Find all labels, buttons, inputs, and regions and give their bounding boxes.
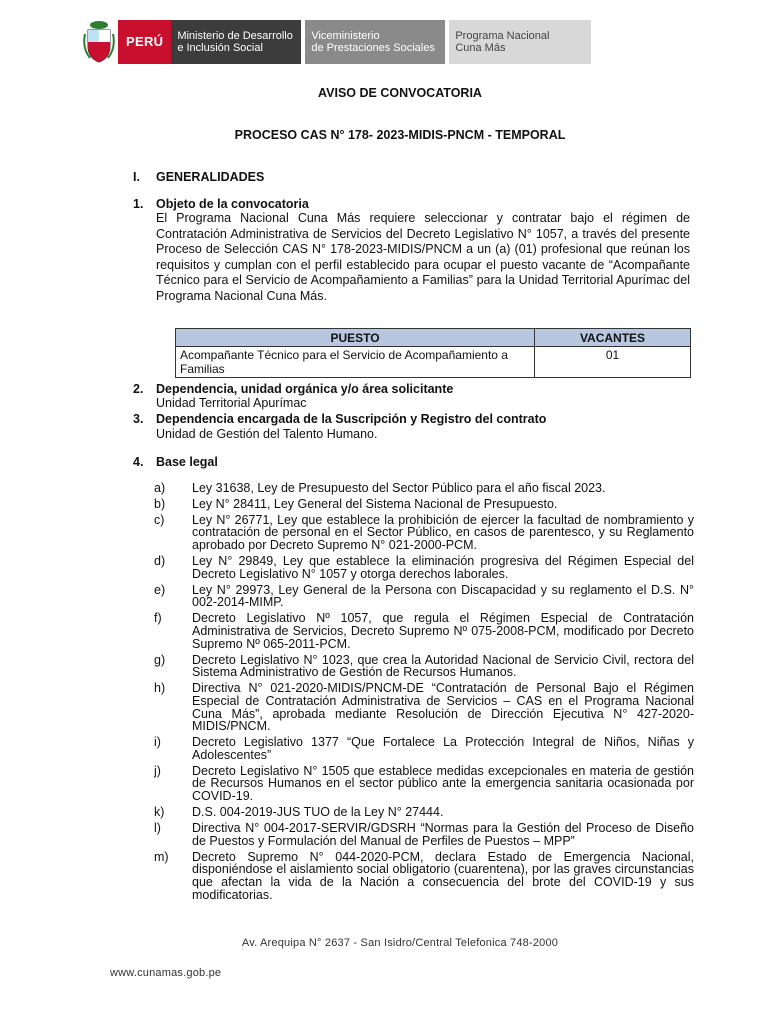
- list-item-text: Ley N° 26771, Ley que establece la prohibición de ejercer la facultad de nombramiento y contratación de personal en el Sector Público, en casos de parentesco, y su Reglamento aprobado por Decreto Supremo N° 021-2000-PCM.: [192, 512, 694, 553]
- list-item-marker: e): [154, 582, 166, 597]
- list-item: [154, 555, 694, 580]
- item-2-heading: Dependencia, unidad orgánica y/o área solicitante: [156, 382, 454, 396]
- list-item-marker: c): [154, 512, 165, 527]
- vice-line-2: de Prestaciones Sociales: [311, 42, 435, 54]
- list-item-text: D.S. 004-2019-JUS TUO de la Ley N° 27444.: [192, 805, 444, 820]
- peru-coat-of-arms-icon: [82, 20, 116, 64]
- list-item: [154, 806, 694, 819]
- list-item-text: Ley 31638, Ley de Presupuesto del Sector Público para el año fiscal 2023.: [192, 481, 606, 495]
- program-line-1: Programa Nacional: [455, 30, 550, 42]
- item-4-heading: Base legal: [156, 455, 218, 469]
- list-item-marker: a): [154, 481, 166, 495]
- list-item: [154, 482, 694, 495]
- list-item-marker: k): [154, 805, 165, 820]
- list-item-marker: l): [154, 820, 161, 835]
- vice-ministry-block: [305, 20, 445, 64]
- list-item-text: Decreto Legislativo 1377 “Que Fortalece La Protección Integral de Niños, Niñas y Adolescentes”: [192, 735, 694, 762]
- list-item-text: Ley N° 29849, Ley que establece la eliminación progresiva del Régimen Especial del Decreto Legislativo N° 1057 y otorga derechos laborales.: [192, 554, 694, 581]
- list-item-marker: i): [154, 735, 161, 750]
- item-1-text: El Programa Nacional Cuna Más requiere seleccionar y contratar bajo el régimen de Contratación Administrativa de Servicios del Decreto Legislativo N° 1057, a través del presente Proceso de Selección CAS N° 178-2023-MIDIS/PNCM a un (a) (01) profesional que reúnan los requisitos y cumplan con el perfil establecido para ocupar el puesto vacante de “Acompañante Técnico para el Servicio de Acompañamiento a Familias” para la Unidad Territorial Apurímac del Programa Nacional Cuna Más.: [156, 211, 690, 303]
- item-1-heading: Objeto de la convocatoria: [156, 197, 309, 211]
- list-item: [154, 584, 694, 609]
- ministry-line-2: e Inclusión Social: [177, 42, 263, 54]
- item-2-value: Unidad Territorial Apurímac: [156, 396, 307, 410]
- list-item-text: Decreto Legislativo N° 1023, que crea la Autoridad Nacional de Servicio Civil, rectora del Sistema Administrativo de Gestión de Recursos Humanos.: [192, 652, 694, 680]
- list-item: [154, 682, 694, 733]
- list-item-text: Decreto Legislativo Nº 1057, que regula el Régimen Especial de Contratación Administrativa de Servicios, Decreto Supremo Nº 075-2008-PCM, modificado por Decreto Supremo Nº 065-2011-PCM.: [192, 611, 694, 651]
- list-item: [154, 736, 694, 761]
- cell-puesto: Acompañante Técnico para el Servicio de Acompañamiento a Familias: [176, 347, 535, 378]
- vacancies-table: [175, 328, 691, 378]
- list-item-marker: h): [154, 681, 166, 696]
- institution-header: [82, 20, 591, 64]
- program-block: [449, 20, 591, 64]
- list-item-marker: g): [154, 652, 166, 667]
- list-item-marker: b): [154, 496, 166, 511]
- legal-basis-list: [154, 482, 694, 905]
- list-item-text: Ley N° 29973, Ley General de la Persona con Discapacidad y su reglamento el D.S. N° 002-2014-MIMP.: [192, 582, 694, 610]
- list-item: [154, 765, 694, 803]
- list-item-text: Directiva N° 021-2020-MIDIS/PNCM-DE “Contratación de Personal Bajo el Régimen Especial de Contratación Administrativa de Servicios – CAS en el Programa Nacional Cuna Más”, aprobada mediante Resolución de Dirección Ejecutiva N° 427-2020-MIDIS/PNCM.: [192, 681, 694, 734]
- website-url: www.cunamas.gob.pe: [110, 967, 222, 979]
- list-item: [154, 851, 694, 902]
- item-3-value: Unidad de Gestión del Talento Humano.: [156, 427, 378, 441]
- table-row: [176, 347, 691, 378]
- list-item-marker: f): [154, 611, 162, 626]
- section-heading: GENERALIDADES: [156, 170, 265, 184]
- list-item-text: Decreto Supremo N° 044-2020-PCM, declara Estado de Emergencia Nacional, disponiéndose el aislamiento social obligatorio (cuarentena), por las graves circunstancias que afectan la vida de la Nación a consecuencia del brote del COVID-19 y sus modificatorias.: [192, 849, 694, 902]
- section-number: I.: [133, 170, 140, 184]
- list-item: [154, 612, 694, 650]
- item-3-number: 3.: [133, 412, 144, 426]
- program-line-2: Cuna Más: [455, 42, 506, 54]
- header-puesto: PUESTO: [176, 329, 535, 347]
- footer-address: Av. Arequipa N° 2637 - San Isidro/Central Telefonica 748-2000: [241, 937, 559, 949]
- peru-brand-block: [118, 20, 171, 64]
- country-name: PERÚ: [126, 34, 164, 49]
- item-4-number: 4.: [133, 455, 144, 469]
- header-vacantes: VACANTES: [535, 329, 691, 347]
- ministry-line-1: Ministerio de Desarrollo: [177, 30, 293, 42]
- item-2-number: 2.: [133, 382, 144, 396]
- table-header-row: [176, 329, 691, 347]
- document-subtitle: PROCESO CAS N° 178- 2023-MIDIS-PNCM - TEMPORAL: [234, 128, 566, 142]
- ministry-block: [171, 20, 301, 64]
- cell-vacantes: 01: [535, 347, 691, 378]
- list-item: [154, 498, 694, 511]
- list-item-text: Directiva N° 004-2017-SERVIR/GDSRH “Normas para la Gestión del Proceso de Diseño de Puestos y Formulación del Manual de Perfiles de Puestos – MPP”: [192, 820, 694, 848]
- list-item-marker: m): [154, 849, 169, 864]
- vice-line-1: Viceministerio: [311, 30, 380, 42]
- list-item-marker: j): [154, 763, 161, 778]
- list-item: [154, 514, 694, 552]
- list-item: [154, 654, 694, 679]
- item-1-number: 1.: [133, 197, 144, 211]
- document-title: AVISO DE CONVOCATORIA: [318, 86, 482, 100]
- list-item-text: Ley N° 28411, Ley General del Sistema Nacional de Presupuesto.: [192, 496, 558, 511]
- list-item-text: Decreto Legislativo N° 1505 que establece medidas excepcionales en materia de gestión de Recursos Humanos en el sector público ante la emergencia sanitaria ocasionada por COVID-19.: [192, 763, 694, 804]
- list-item-marker: d): [154, 554, 166, 569]
- item-3-heading: Dependencia encargada de la Suscripción y Registro del contrato: [156, 412, 547, 426]
- list-item: [154, 822, 694, 847]
